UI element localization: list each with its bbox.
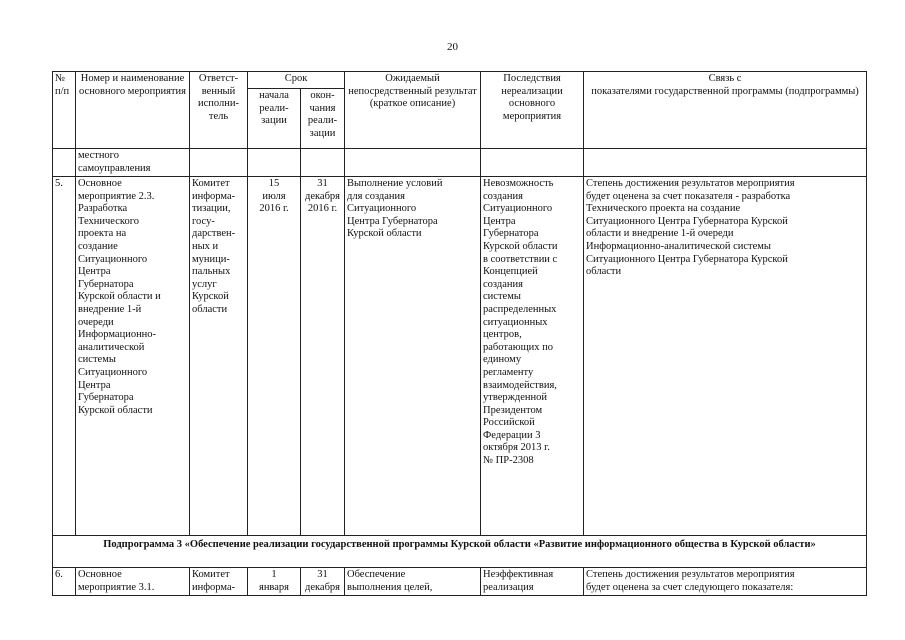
cell-start: 1 января <box>248 568 301 596</box>
cell-end: 31 декабря 2016 г. <box>301 177 345 536</box>
cell-consequences: Неэффективная реализация <box>481 568 584 596</box>
cell-responsible <box>190 149 248 177</box>
header-row-1 <box>53 72 867 89</box>
cell-result <box>345 149 481 177</box>
cell-result: Обеспечение выполнения целей, <box>345 568 481 596</box>
header-num: № п/п <box>53 72 76 149</box>
cell-name: Основное мероприятие 3.1. <box>76 568 190 596</box>
cell-consequences <box>481 149 584 177</box>
header-term: Срок <box>248 72 345 89</box>
cell-link <box>584 149 867 177</box>
cell-name: Основное мероприятие 2.3. Разработка Технического проекта на создание Ситуационного Центра Губернатора Курской области и внедрение 1-й очереди Информационно- аналитической системы Ситуационного Центра Губернатора Курской области <box>76 177 190 536</box>
table-row <box>53 568 867 596</box>
cell-end <box>301 149 345 177</box>
cell-result: Выполнение условий для создания Ситуационного Центра Губернатора Курской области <box>345 177 481 536</box>
header-responsible: Ответст-венный исполни-тель <box>190 72 248 149</box>
header-result: Ожидаемый непосредственный результат (краткое описание) <box>345 72 481 149</box>
table-row <box>53 149 867 177</box>
subprogram-title: Подпрограмма 3 «Обеспечение реализации государственной программы Курской области «Развитие информационного общества в Курской области» <box>53 536 867 568</box>
cell-end: 31 декабря <box>301 568 345 596</box>
header-link: Связь с показателями государственной программы (подпрограммы) <box>584 72 867 149</box>
cell-responsible: Комитет информа- тизации, госу- дарствен- ных и муници- пальных услуг Курской области <box>190 177 248 536</box>
cell-start <box>248 149 301 177</box>
header-end: окон- чания реали- зации <box>301 89 345 149</box>
header-consequences: Последствия нереализации основного мероприятия <box>481 72 584 149</box>
cell-start: 15 июля 2016 г. <box>248 177 301 536</box>
cell-link: Степень достижения результатов мероприятия будет оценена за счет следующего показателя: <box>584 568 867 596</box>
cell-num <box>53 149 76 177</box>
cell-num: 5. <box>53 177 76 536</box>
table-row <box>53 177 867 536</box>
cell-num: 6. <box>53 568 76 596</box>
subprogram-row <box>53 536 867 568</box>
header-start: начала реали- зации <box>248 89 301 149</box>
header-name: Номер и наименование основного мероприятия <box>76 72 190 149</box>
cell-link: Степень достижения результатов мероприятия будет оценена за счет показателя - разработка Технического проекта на создание Ситуационного Центра Губернатора Курской области и внедрение 1-й очереди Информационно-аналитической системы Ситуационного Центра Губернатора Курской области <box>584 177 867 536</box>
measures-table <box>52 71 867 596</box>
cell-consequences: Невозможность создания Ситуационного Центра Губернатора Курской области в соответствии с Концепцией создания системы распределенных ситуационных центров, работающих по единому регламенту взаимодействия, утвержденной Президентом Российской Федерации 3 октября 2013 г. № ПР-2308 <box>481 177 584 536</box>
page-number: 20 <box>447 41 458 53</box>
cell-responsible: Комитет информа- <box>190 568 248 596</box>
cell-name: местного самоуправления <box>76 149 190 177</box>
